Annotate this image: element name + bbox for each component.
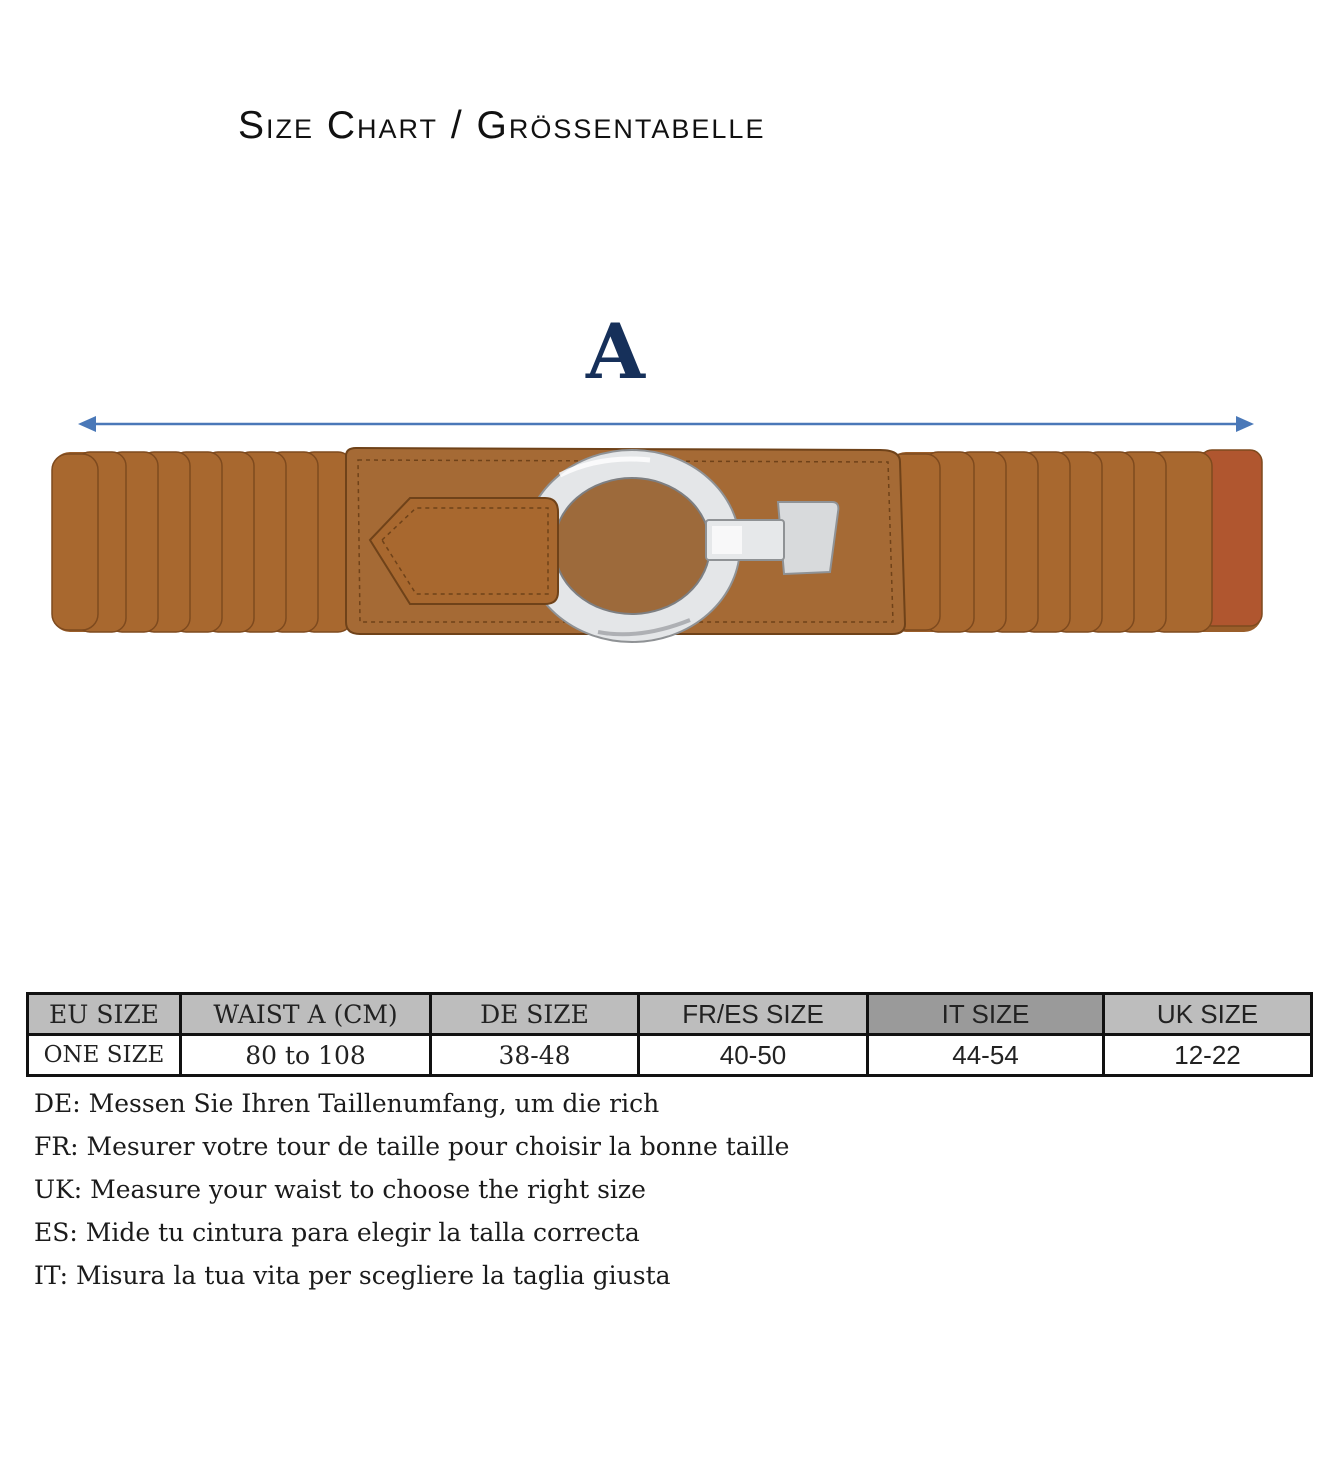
cell-eu-size: ONE SIZE — [28, 1035, 181, 1076]
cell-de-size: 38-48 — [431, 1035, 639, 1076]
belt-left-elastic — [52, 452, 352, 632]
header-eu-size: EU SIZE — [28, 994, 181, 1035]
header-waist-a: WAIST A (CM) — [181, 994, 431, 1035]
size-table-header-row — [28, 994, 1312, 1035]
cell-waist-a: 80 to 108 — [181, 1035, 431, 1076]
measurement-arrow — [78, 416, 1254, 432]
header-fr-es-size: FR/ES SIZE — [639, 994, 868, 1035]
size-table-row — [28, 1035, 1312, 1076]
belt-illustration — [0, 400, 1329, 660]
note-de: DE: Messen Sie Ihren Taillenumfang, um die rich — [34, 1089, 660, 1118]
size-table — [26, 992, 1313, 1077]
cell-it-size: 44-54 — [868, 1035, 1104, 1076]
cell-fr-es-size: 40-50 — [639, 1035, 868, 1076]
header-de-size: DE SIZE — [431, 994, 639, 1035]
note-es: ES: Mide tu cintura para elegir la talla correcta — [34, 1218, 640, 1247]
dimension-label: A — [586, 307, 645, 396]
measurement-notes — [34, 1082, 789, 1297]
belt-right-elastic — [888, 450, 1262, 632]
cell-uk-size: 12-22 — [1104, 1035, 1312, 1076]
belt — [52, 448, 1262, 642]
header-uk-size: UK SIZE — [1104, 994, 1312, 1035]
page-title: Size Chart / Grössentabelle — [238, 104, 766, 147]
header-it-size: IT SIZE — [868, 994, 1104, 1035]
note-it: IT: Misura la tua vita per scegliere la taglia giusta — [34, 1261, 671, 1290]
note-uk: UK: Measure your waist to choose the right size — [34, 1175, 646, 1204]
note-fr: FR: Mesurer votre tour de taille pour choisir la bonne taille — [34, 1132, 790, 1161]
